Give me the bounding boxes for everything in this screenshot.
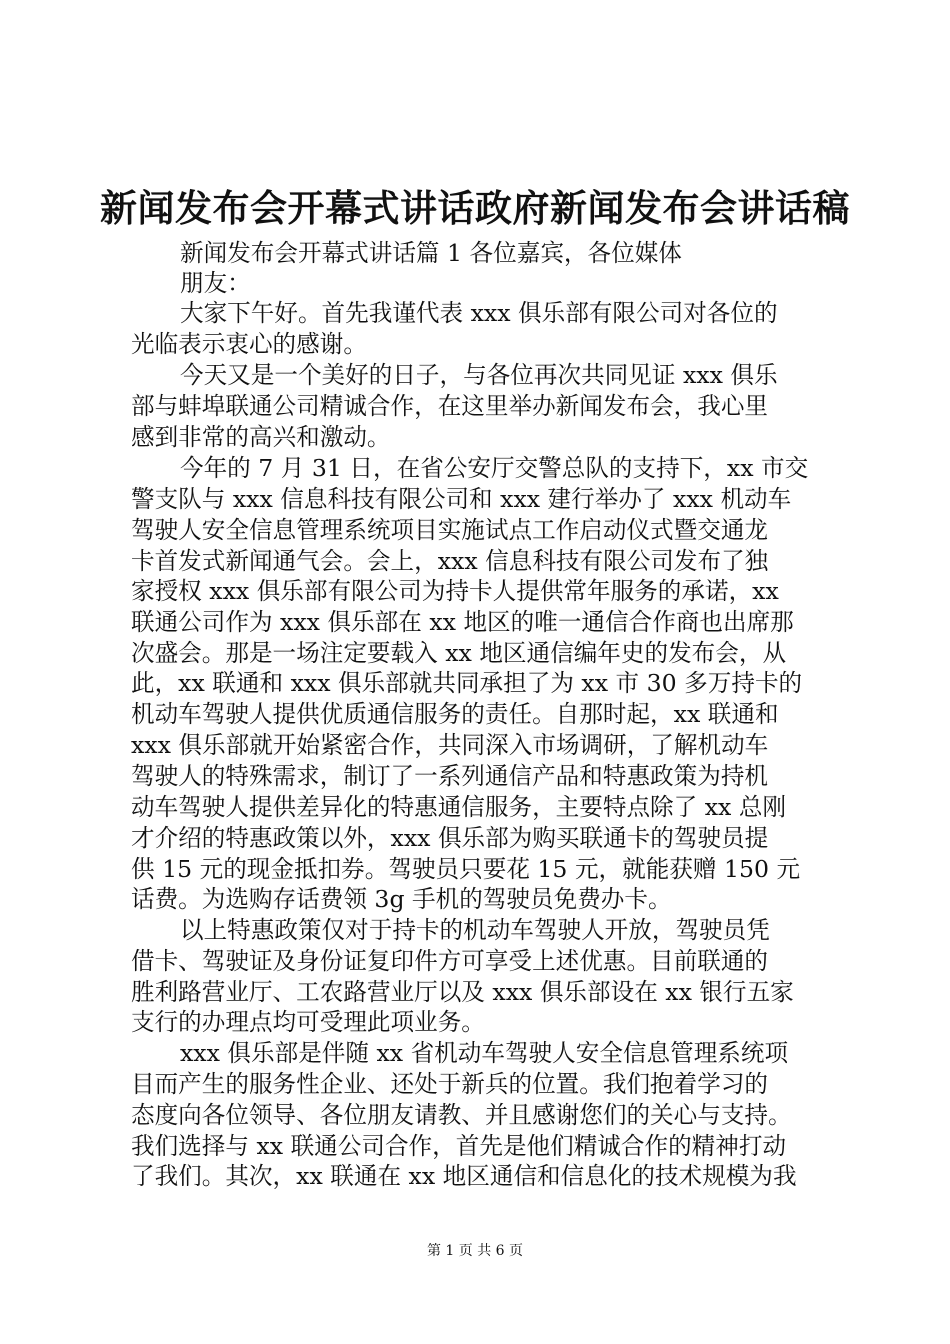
body-line: 光临表示衷心的感谢。 (131, 330, 367, 358)
body-line: 卡首发式新闻通气会。会上，xxx 信息科技有限公司发布了独 (131, 547, 769, 575)
body-line: 供 15 元的现金抵扣券。驾驶员只要花 15 元，就能获赠 150 元 (131, 855, 801, 883)
body-line: 新闻发布会开幕式讲话篇 1 各位嘉宾，各位媒体 (180, 239, 682, 267)
body-line: 家授权 xxx 俱乐部有限公司为持卡人提供常年服务的承诺，xx (131, 577, 779, 605)
body-line: 话费。为选购存话费领 3g 手机的驾驶员免费办卡。 (131, 885, 672, 913)
body-line: xxx 俱乐部是伴随 xx 省机动车驾驶人安全信息管理系统项 (180, 1039, 789, 1067)
body-line: 大家下午好。首先我谨代表 xxx 俱乐部有限公司对各位的 (180, 299, 778, 327)
body-line: 动车驾驶人提供差异化的特惠通信服务，主要特点除了 xx 总刚 (131, 793, 787, 821)
body-line: 驾驶人安全信息管理系统项目实施试点工作启动仪式暨交通龙 (131, 516, 769, 544)
body-line: 态度向各位领导、各位朋友请教、并且感谢您们的关心与支持。 (131, 1101, 792, 1129)
body-line: 警支队与 xxx 信息科技有限公司和 xxx 建行举办了 xxx 机动车 (131, 485, 792, 513)
body-line: 借卡、驾驶证及身份证复印件方可享受上述优惠。目前联通的 (131, 947, 769, 975)
body-line: 今年的 7 月 31 日，在省公安厅交警总队的支持下，xx 市交 (180, 454, 809, 482)
body-line: 机动车驾驶人提供优质通信服务的责任。自那时起，xx 联通和 (131, 700, 779, 728)
body-line: 胜利路营业厅、工农路营业厅以及 xxx 俱乐部设在 xx 银行五家 (131, 978, 794, 1006)
body-line: 以上特惠政策仅对于持卡的机动车驾驶人开放，驾驶员凭 (180, 916, 770, 944)
body-line: 了我们。其次，xx 联通在 xx 地区通信和信息化的技术规模为我 (131, 1162, 797, 1190)
body-line: 朋友： (180, 269, 251, 297)
body-line: 我们选择与 xx 联通公司合作，首先是他们精诚合作的精神打动 (131, 1132, 787, 1160)
body-line: 今天又是一个美好的日子，与各位再次共同见证 xxx 俱乐 (180, 361, 778, 389)
body-line: 目而产生的服务性企业、还处于新兵的位置。我们抱着学习的 (131, 1070, 769, 1098)
body-line: 支行的办理点均可受理此项业务。 (131, 1008, 485, 1036)
body-line: 驾驶人的特殊需求，制订了一系列通信产品和特惠政策为持机 (131, 762, 769, 790)
body-line: 部与蚌埠联通公司精诚合作，在这里举办新闻发布会，我心里 (131, 392, 769, 420)
page-number: 第 1 页 共 6 页 (426, 1243, 524, 1259)
body-line: xxx 俱乐部就开始紧密合作，共同深入市场调研，了解机动车 (131, 731, 769, 759)
body-line: 次盛会。那是一场注定要载入 xx 地区通信编年史的发布会，从 (131, 639, 787, 667)
body-line: 感到非常的高兴和激动。 (131, 423, 391, 451)
body-line: 联通公司作为 xxx 俱乐部在 xx 地区的唯一通信合作商也出席那 (131, 608, 794, 636)
document-title: 新闻发布会开幕式讲话政府新闻发布会讲话稿 (100, 186, 850, 230)
body-line: 此，xx 联通和 xxx 俱乐部就共同承担了为 xx 市 30 多万持卡的 (131, 669, 803, 697)
body-line: 才介绍的特惠政策以外，xxx 俱乐部为购买联通卡的驾驶员提 (131, 824, 769, 852)
